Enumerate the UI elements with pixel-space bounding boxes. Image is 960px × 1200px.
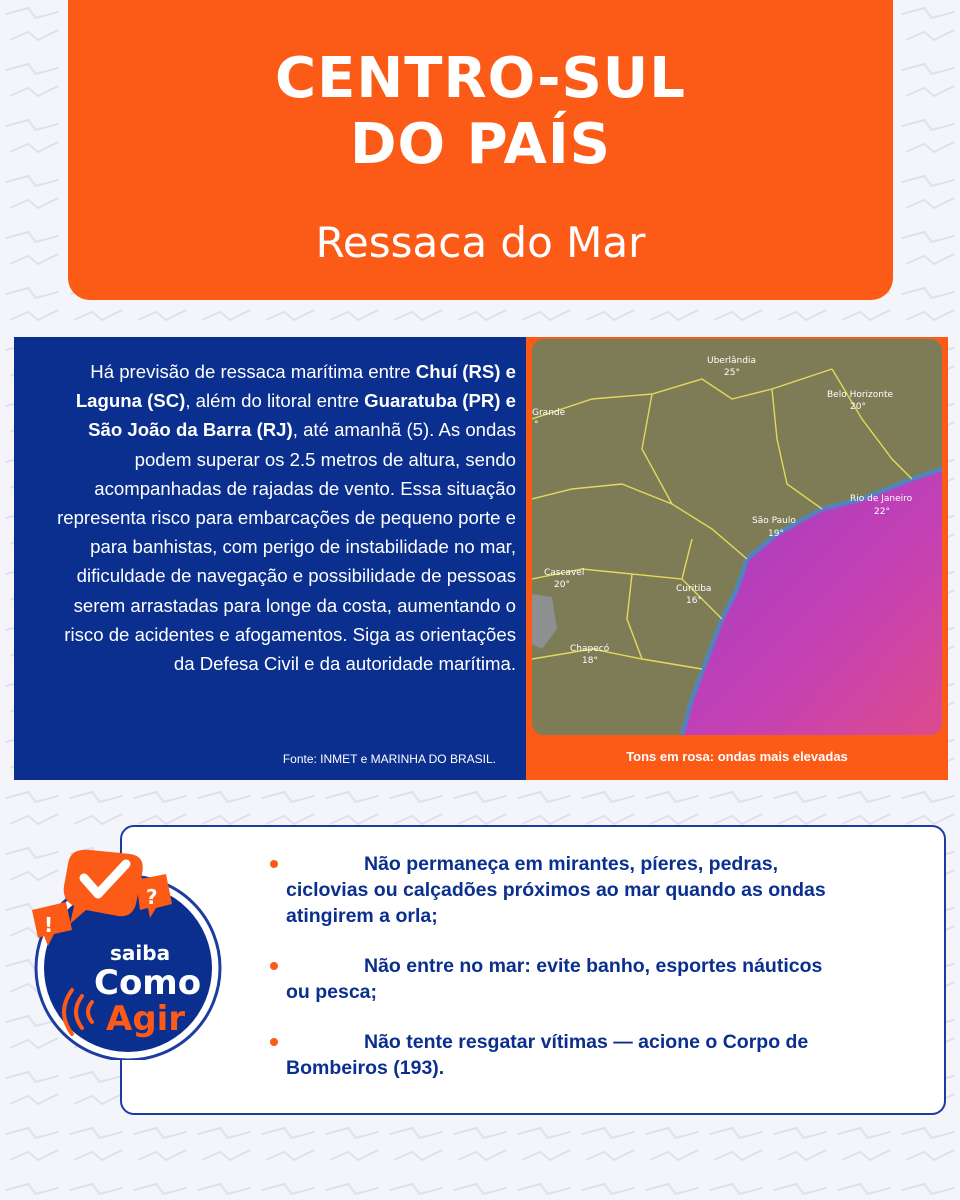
tips-card bbox=[120, 825, 946, 1115]
title-line-1: CENTRO-SUL bbox=[275, 46, 686, 111]
map-frame bbox=[526, 337, 948, 780]
tip-text: Não entre no mar: evite banho, esportes náuticos ou pesca; bbox=[286, 955, 823, 1003]
list-item bbox=[286, 1029, 846, 1081]
tips-list bbox=[286, 851, 846, 1105]
city-rio-de-janeiro: Rio de Janeiro bbox=[850, 494, 913, 504]
info-panel bbox=[14, 337, 948, 780]
city-grande: Grande bbox=[532, 408, 566, 418]
city-chapeco: Chapecó bbox=[570, 644, 610, 654]
badge-como: Como bbox=[94, 963, 202, 1003]
info-text bbox=[40, 357, 516, 678]
title-line-2: DO PAÍS bbox=[350, 112, 611, 177]
list-item bbox=[286, 851, 846, 929]
city-uberlandia: Uberlândia bbox=[707, 356, 756, 366]
city-sao-paulo-temp: 19° bbox=[768, 529, 784, 539]
city-uberlandia-temp: 25° bbox=[724, 368, 740, 378]
city-belo-horizonte: Belo Horizonte bbox=[827, 390, 894, 400]
city-grande-temp: ° bbox=[534, 420, 539, 430]
bullet-icon bbox=[270, 962, 278, 970]
city-belo-horizonte-temp: 20° bbox=[850, 402, 866, 412]
check-bubble-icon bbox=[64, 850, 143, 924]
page-title bbox=[68, 46, 893, 178]
svg-text:!: ! bbox=[44, 913, 54, 937]
map-caption: Tons em rosa: ondas mais elevadas bbox=[626, 749, 848, 764]
info-text-part-2: , além do litoral entre bbox=[185, 390, 365, 412]
info-bold-chui-laguna: Chuí (RS) e Laguna (SC) bbox=[75, 361, 516, 412]
saiba-como-agir-badge bbox=[10, 820, 240, 1060]
svg-text:?: ? bbox=[146, 885, 158, 909]
wave-map bbox=[532, 339, 942, 735]
page-subtitle: Ressaca do Mar bbox=[315, 218, 646, 267]
tip-text: Não permaneça em mirantes, píeres, pedras, ciclovias ou calçadões próximos ao mar quando as ondas atingirem a orla; bbox=[286, 853, 826, 927]
info-text-part-1: Há previsão de ressaca marítima entre bbox=[90, 361, 416, 382]
bullet-icon bbox=[270, 860, 278, 868]
city-cascavel: Cascavel bbox=[544, 568, 585, 578]
header-banner bbox=[68, 0, 893, 300]
list-item bbox=[286, 953, 846, 1005]
tip-text: Não tente resgatar vítimas — acione o Corpo de Bombeiros (193). bbox=[286, 1031, 809, 1079]
badge-agir: Agir bbox=[106, 999, 186, 1039]
info-text-part-3: , até amanhã (5). As ondas podem superar os 2.5 metros de altura, sendo acompanhadas de rajadas de vento. Essa situação representa risco para embarcações de pequeno porte e para banhistas, com perigo de instabilidade no mar, dificuldade de navegação e possibilidade de pessoas serem arrastadas para longe da costa, aumentando o risco de acidentes e afogamentos. Siga as orientações da Defesa Civil e da autoridade marítima. bbox=[57, 419, 516, 675]
city-curitiba: Curitiba bbox=[676, 584, 712, 594]
bullet-icon bbox=[270, 1038, 278, 1046]
city-cascavel-temp: 20° bbox=[554, 580, 570, 590]
city-chapeco-temp: 18° bbox=[582, 656, 598, 666]
city-sao-paulo: São Paulo bbox=[752, 516, 796, 526]
badge-saiba: saiba bbox=[110, 941, 171, 965]
source-note: Fonte: INMET e MARINHA DO BRASIL. bbox=[282, 752, 496, 766]
city-rio-de-janeiro-temp: 22° bbox=[874, 507, 890, 517]
city-curitiba-temp: 16° bbox=[686, 596, 702, 606]
info-bold-guaratuba-sjb: Guaratuba (PR) e São João da Barra (RJ) bbox=[88, 390, 516, 441]
